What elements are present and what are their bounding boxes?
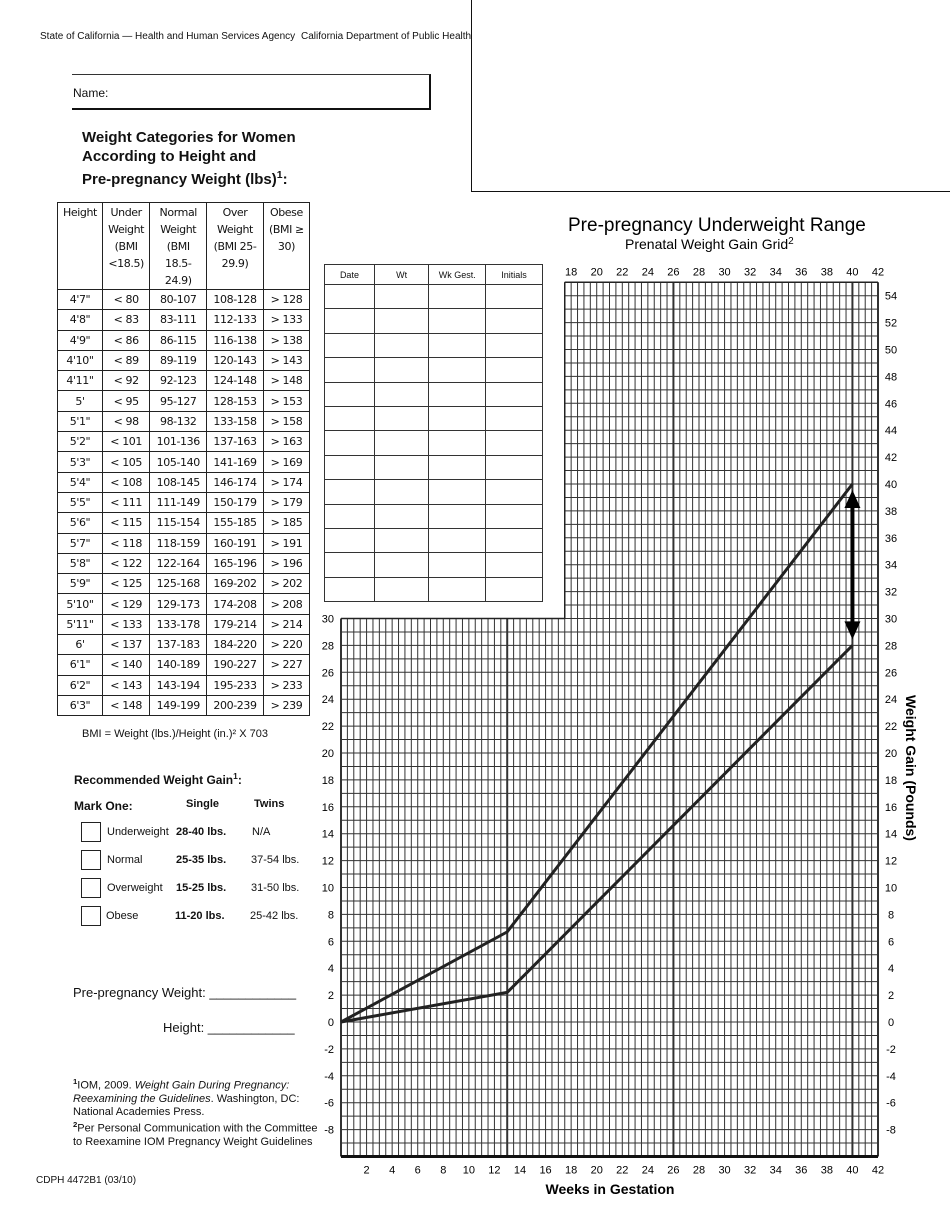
table-cell: < 125 <box>102 574 149 594</box>
table-cell: 120-143 <box>207 350 264 370</box>
x-tick-label-top: 24 <box>641 266 654 279</box>
gain-option-label: Underweight <box>107 826 169 838</box>
table-cell: > 138 <box>263 330 309 350</box>
table-cell: 137-183 <box>150 635 207 655</box>
x-tick-label-top: 30 <box>718 266 731 279</box>
department-header: California Department of Public Health <box>301 31 472 42</box>
table-cell: < 148 <box>102 695 149 715</box>
x-tick-label-top: 38 <box>820 266 833 279</box>
y-tick-label-right: 34 <box>884 559 898 572</box>
table-cell: > 185 <box>263 513 309 533</box>
table-cell: 129-173 <box>150 594 207 614</box>
table-cell: 80-107 <box>150 290 207 310</box>
single-gain-value: 25-35 lbs. <box>176 854 227 866</box>
x-tick-label-bottom: 28 <box>692 1164 706 1177</box>
table-cell: > 196 <box>263 553 309 573</box>
weight-table-header: Over Weight (BMI 25- 29.9) <box>207 203 264 290</box>
y-tick-label-right: 4 <box>887 963 895 976</box>
table-cell: < 95 <box>102 391 149 411</box>
x-tick-label-top: 34 <box>769 266 782 279</box>
x-tick-label-bottom: 34 <box>769 1164 782 1177</box>
table-cell: < 86 <box>102 330 149 350</box>
table-cell: 4'11" <box>58 371 103 391</box>
gain-option-label: Overweight <box>107 882 163 894</box>
y-tick-label-left: 14 <box>321 828 334 841</box>
y-tick-label-right: 6 <box>887 936 895 949</box>
table-cell: 4'9" <box>58 330 103 350</box>
name-label: Name: <box>73 86 109 100</box>
twins-gain-value: 31-50 lbs. <box>251 882 300 894</box>
table-cell: 98-132 <box>150 411 207 431</box>
x-tick-label-bottom: 40 <box>846 1164 859 1177</box>
y-tick-label-right: 50 <box>884 344 898 357</box>
y-tick-label-left: -4 <box>324 1070 334 1083</box>
table-cell: 95-127 <box>150 391 207 411</box>
twins-gain-value: 37-54 lbs. <box>251 854 300 866</box>
table-cell: > 163 <box>263 432 309 452</box>
form-number: CDPH 4472B1 (03/10) <box>36 1175 137 1186</box>
table-cell: 4'7" <box>58 290 103 310</box>
y-tick-label-right: 44 <box>884 425 898 438</box>
table-cell: < 122 <box>102 553 149 573</box>
chart-subtitle: Prenatal Weight Gain Grid$^2$ <box>625 236 794 252</box>
table-cell: > 133 <box>263 310 309 330</box>
y-tick-label-right: 32 <box>884 586 898 599</box>
x-tick-label-top: 26 <box>667 266 680 279</box>
table-cell: > 128 <box>263 290 309 310</box>
table-cell: > 239 <box>263 695 309 715</box>
table-cell: 5'1" <box>58 411 103 431</box>
table-cell: > 227 <box>263 655 309 675</box>
single-column-header: Single <box>186 798 220 810</box>
table-cell: 5'6" <box>58 513 103 533</box>
y-tick-label-left: 6 <box>327 936 334 949</box>
y-tick-label-right: 40 <box>884 479 898 491</box>
table-cell: 137-163 <box>207 432 264 452</box>
table-cell: 5'8" <box>58 553 103 573</box>
table-cell: 5'10" <box>58 594 103 614</box>
table-cell: 128-153 <box>207 391 264 411</box>
y-tick-label-right: 10 <box>884 882 898 895</box>
y-tick-label-right: 22 <box>884 721 898 734</box>
table-cell: 160-191 <box>207 533 264 553</box>
table-cell: < 101 <box>102 432 149 452</box>
x-tick-label-bottom: 14 <box>513 1164 527 1177</box>
x-tick-label-bottom: 16 <box>539 1164 552 1177</box>
table-cell: 5'4" <box>58 472 103 492</box>
table-cell: < 129 <box>102 594 149 614</box>
weight-table-header: Normal Weight (BMI 18.5- 24.9) <box>150 203 207 290</box>
twins-column-header: Twins <box>254 798 285 810</box>
table-cell: 122-164 <box>150 553 207 573</box>
table-cell: < 108 <box>102 472 149 492</box>
table-cell: 141-169 <box>207 452 264 472</box>
chart-title: Pre-pregnancy Underweight Range <box>568 215 866 236</box>
table-cell: 105-140 <box>150 452 207 472</box>
x-tick-label-bottom: 26 <box>667 1164 680 1177</box>
table-cell: 195-233 <box>207 675 264 695</box>
x-tick-label-top: 20 <box>590 266 603 279</box>
table-cell: 92-123 <box>150 371 207 391</box>
x-axis-label: Weeks in Gestation <box>545 1181 675 1197</box>
y-tick-label-right: 12 <box>884 855 898 868</box>
table-cell: 125-168 <box>150 574 207 594</box>
y-tick-label-right: 30 <box>884 613 898 626</box>
table-cell: 200-239 <box>207 695 264 715</box>
table-cell: > 148 <box>263 371 309 391</box>
y-tick-label-right: 18 <box>884 774 898 787</box>
table-cell: > 158 <box>263 411 309 431</box>
y-tick-label-right: 20 <box>884 748 898 760</box>
table-cell: > 233 <box>263 675 309 695</box>
log-table-header: Date <box>325 265 375 285</box>
table-cell: 5'5" <box>58 492 103 512</box>
agency-header: State of California — Health and Human Services Agency <box>40 31 296 42</box>
table-cell: 169-202 <box>207 574 264 594</box>
y-tick-label-left: 26 <box>321 667 334 680</box>
y-tick-label-right: 46 <box>884 398 898 411</box>
table-cell: 5' <box>58 391 103 411</box>
y-tick-label-right: 52 <box>884 317 898 330</box>
table-cell: < 140 <box>102 655 149 675</box>
title-line-2: According to Height and <box>82 148 257 165</box>
table-cell: > 179 <box>263 492 309 512</box>
y-tick-label-right: 2 <box>887 990 895 1003</box>
table-cell: 6' <box>58 635 103 655</box>
y-tick-label-right: 28 <box>884 640 898 653</box>
x-tick-label-bottom: 8 <box>440 1164 447 1177</box>
single-gain-value: 11-20 lbs. <box>175 910 225 922</box>
twins-gain-value: 25-42 lbs. <box>250 910 299 922</box>
title-line-1: Weight Categories for Women <box>82 129 296 146</box>
table-cell: > 214 <box>263 614 309 634</box>
y-tick-label-right: 14 <box>884 828 898 841</box>
x-tick-label-bottom: 18 <box>565 1164 578 1177</box>
y-tick-label-left: -6 <box>324 1097 334 1110</box>
table-cell: 101-136 <box>150 432 207 452</box>
table-cell: 6'1" <box>58 655 103 675</box>
table-cell: 133-178 <box>150 614 207 634</box>
y-tick-label-right: -2 <box>886 1043 896 1056</box>
range-arrow-head-bottom <box>844 621 860 639</box>
table-cell: 4'10" <box>58 350 103 370</box>
gain-option-label: Normal <box>107 854 143 866</box>
table-cell: < 133 <box>102 614 149 634</box>
x-tick-label-bottom: 30 <box>718 1164 731 1177</box>
y-tick-label-right: 42 <box>884 452 898 465</box>
table-cell: 133-158 <box>207 411 264 431</box>
table-cell: 115-154 <box>150 513 207 533</box>
x-tick-label-bottom: 2 <box>363 1164 370 1177</box>
x-tick-label-bottom: 22 <box>616 1164 629 1177</box>
x-tick-label-top: 36 <box>795 266 808 279</box>
x-tick-label-bottom: 4 <box>389 1164 396 1177</box>
x-tick-label-bottom: 24 <box>641 1164 654 1177</box>
y-tick-label-left: 20 <box>321 748 334 760</box>
weight-table-header: Under Weight (BMI <18.5) <box>102 203 149 290</box>
table-cell: > 202 <box>263 574 309 594</box>
table-cell: < 118 <box>102 533 149 553</box>
table-cell: 83-111 <box>150 310 207 330</box>
y-tick-label-right: 54 <box>884 290 898 303</box>
table-cell: < 83 <box>102 310 149 330</box>
footnote-1: $^1$IOM, 2009. Weight Gain During Pregnancy: Reexamining the Guidelines. Washington, DC: National Academies Press. <box>73 1077 300 1118</box>
table-cell: 165-196 <box>207 553 264 573</box>
table-cell: > 143 <box>263 350 309 370</box>
table-cell: 5'7" <box>58 533 103 553</box>
y-tick-label-right: 16 <box>884 801 898 814</box>
table-cell: 112-133 <box>207 310 264 330</box>
table-cell: > 174 <box>263 472 309 492</box>
table-cell: < 115 <box>102 513 149 533</box>
y-tick-label-left: 4 <box>327 963 334 976</box>
weight-table-header: Height <box>58 203 103 290</box>
bmi-formula: BMI = Weight (lbs.)/Height (in.)² X 703 <box>82 728 268 740</box>
single-gain-value: 15-25 lbs. <box>176 882 227 894</box>
table-cell: < 92 <box>102 371 149 391</box>
y-tick-label-right: 26 <box>884 667 898 680</box>
x-tick-label-bottom: 42 <box>871 1164 885 1177</box>
y-tick-label-right: 0 <box>887 1017 895 1029</box>
table-cell: < 98 <box>102 411 149 431</box>
y-tick-label-left: 12 <box>321 855 334 868</box>
y-tick-label-right: -6 <box>886 1097 896 1110</box>
y-tick-label-left: 24 <box>321 694 334 707</box>
y-tick-label-left: 18 <box>321 774 334 787</box>
recommended-gain-title: Recommended Weight Gain$^1$: <box>74 771 242 787</box>
x-tick-label-top: 32 <box>744 266 757 279</box>
y-tick-label-right: 38 <box>884 505 898 518</box>
x-tick-label-bottom: 20 <box>590 1164 603 1177</box>
footnote-2: $^2$Per Personal Communication with the Committee to Reexamine IOM Pregnancy Weight Guidelines <box>73 1120 318 1148</box>
height-field[interactable]: Height: ____________ <box>163 1020 295 1035</box>
x-tick-label-top: 40 <box>846 266 859 279</box>
x-tick-label-top: 28 <box>692 266 706 279</box>
table-cell: 190-227 <box>207 655 264 675</box>
x-tick-label-top: 22 <box>616 266 629 279</box>
weight-table-header: Obese (BMI ≥ 30) <box>263 203 309 290</box>
y-tick-label-left: 16 <box>321 801 334 814</box>
table-cell: 118-159 <box>150 533 207 553</box>
x-tick-label-bottom: 6 <box>414 1164 421 1177</box>
table-cell: 5'9" <box>58 574 103 594</box>
x-tick-label-bottom: 36 <box>795 1164 808 1177</box>
gain-option-label: Obese <box>106 910 139 922</box>
table-cell: 143-194 <box>150 675 207 695</box>
table-cell: 5'2" <box>58 432 103 452</box>
y-tick-label-right: 48 <box>884 371 898 384</box>
y-tick-label-left: -2 <box>324 1043 334 1056</box>
table-cell: 108-145 <box>150 472 207 492</box>
y-tick-label-left: 2 <box>327 990 334 1003</box>
y-tick-label-left: 10 <box>321 882 334 895</box>
y-tick-label-left: 28 <box>321 640 334 653</box>
table-cell: < 89 <box>102 350 149 370</box>
table-cell: 184-220 <box>207 635 264 655</box>
y-tick-label-right: 8 <box>887 909 895 922</box>
y-tick-label-right: 36 <box>884 532 898 545</box>
table-cell: < 111 <box>102 492 149 512</box>
y-tick-label-left: 8 <box>327 909 334 922</box>
table-cell: 89-119 <box>150 350 207 370</box>
table-cell: 5'11" <box>58 614 103 634</box>
table-cell: > 220 <box>263 635 309 655</box>
table-cell: 111-149 <box>150 492 207 512</box>
single-gain-value: 28-40 lbs. <box>176 826 227 838</box>
y-tick-label-left: 30 <box>321 613 334 626</box>
x-tick-label-bottom: 12 <box>488 1164 501 1177</box>
table-cell: 174-208 <box>207 594 264 614</box>
table-cell: > 208 <box>263 594 309 614</box>
table-cell: 140-189 <box>150 655 207 675</box>
table-cell: 116-138 <box>207 330 264 350</box>
prepregnancy-weight-field[interactable]: Pre-pregnancy Weight: ____________ <box>73 985 297 1000</box>
y-tick-label-right: -4 <box>886 1070 896 1083</box>
log-table-header: Initials <box>486 265 543 285</box>
table-cell: 4'8" <box>58 310 103 330</box>
twins-gain-value: N/A <box>252 826 271 838</box>
table-cell: 155-185 <box>207 513 264 533</box>
table-cell: 6'2" <box>58 675 103 695</box>
title-line-3: Pre-pregnancy Weight (lbs)$^1$: <box>82 169 288 188</box>
x-tick-label-bottom: 38 <box>820 1164 833 1177</box>
table-cell: 150-179 <box>207 492 264 512</box>
table-cell: 86-115 <box>150 330 207 350</box>
log-table-header: Wk Gest. <box>429 265 486 285</box>
table-cell: > 169 <box>263 452 309 472</box>
table-cell: < 80 <box>102 290 149 310</box>
table-cell: 179-214 <box>207 614 264 634</box>
table-cell: 108-128 <box>207 290 264 310</box>
y-tick-label-left: -8 <box>324 1124 334 1137</box>
x-tick-label-bottom: 10 <box>462 1164 475 1177</box>
table-cell: > 191 <box>263 533 309 553</box>
table-cell: < 137 <box>102 635 149 655</box>
y-tick-label-right: -8 <box>886 1124 896 1137</box>
y-axis-label: Weight Gain (Pounds) <box>903 695 919 841</box>
mark-one-label: Mark One: <box>74 799 133 813</box>
y-tick-label-left: 22 <box>321 721 334 734</box>
x-tick-label-top: 18 <box>565 266 578 279</box>
y-tick-label-left: 0 <box>327 1017 334 1029</box>
table-cell: > 153 <box>263 391 309 411</box>
table-cell: 124-148 <box>207 371 264 391</box>
x-tick-label-bottom: 32 <box>744 1164 757 1177</box>
table-cell: 6'3" <box>58 695 103 715</box>
log-table-header: Wt <box>374 265 428 285</box>
table-cell: < 143 <box>102 675 149 695</box>
x-tick-label-top: 42 <box>871 266 885 279</box>
table-cell: 146-174 <box>207 472 264 492</box>
table-cell: 5'3" <box>58 452 103 472</box>
y-tick-label-right: 24 <box>884 694 898 707</box>
table-cell: 149-199 <box>150 695 207 715</box>
table-cell: < 105 <box>102 452 149 472</box>
